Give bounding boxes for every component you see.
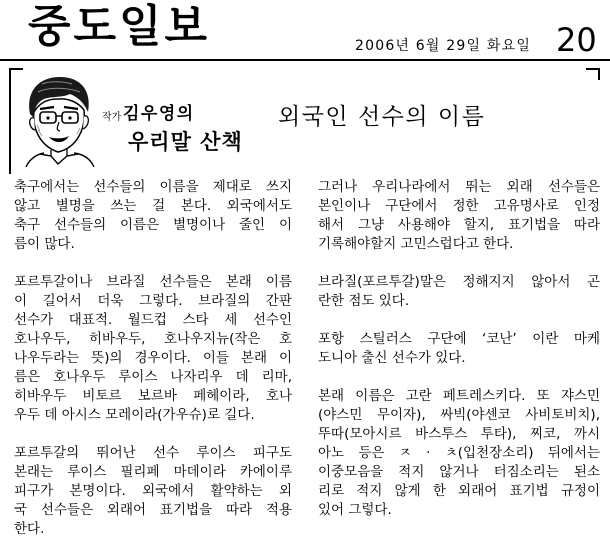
body-line: 우두 데 아시스 모레이라(가우슈)로 길다. [14,407,255,423]
author-caricature-icon [18,72,100,167]
body-line: 히바우두 비토르 보르바 페헤이라, 호나 [14,388,292,404]
body-line: 본래는 루이스 필리페 마데이라 카에이루 [14,464,292,480]
article-left-column [14,178,292,539]
paragraph [14,178,292,254]
body-line: 국 선수들은 외래어 표기법을 따라 적용 [14,502,292,518]
masthead-rule [0,59,610,61]
body-line: 도니아 출신 선수가 있다. [318,350,466,366]
body-line: 피구가 본명이다. 외국에서 활약하는 외 [14,483,292,499]
body-line: 축구에서는 선수들의 이름을 제대로 쓰지 [14,179,292,195]
issue-date: 2006년 6월 29일 화요일 [355,38,532,54]
body-line: 뚜따(모아시르 바스투스 투타), 찌코, 까시 [318,426,600,442]
paragraph [318,178,600,254]
newspaper-masthead: 중도일보 [28,1,211,52]
header-frame-right [598,68,600,80]
body-line: 포르투갈의 뛰어난 선수 루이스 피구도 [14,445,292,461]
page-number: 20 [556,21,597,59]
column-name: 우리말 산책 [128,130,243,154]
body-line: 브라질(포르투갈)말은 정해지지 않아서 곤 [318,274,600,290]
header-frame-left [9,68,11,174]
body-line: 않고 별명을 쓰는 걸 본다. 외국에서도 [14,198,292,214]
body-line: 기록해야할지 고민스럽다고 한다. [318,236,514,252]
paragraph [14,444,292,539]
body-line: 이중모음을 적지 않거나 터짐소리는 된소 [318,464,600,480]
body-line: 포항 스틸러스 구단에 ‘코난’ 이란 마케 [318,331,600,347]
paragraph [318,330,600,368]
body-line: 름이 많다. [14,236,75,252]
author-name: 김우영의 [123,104,195,124]
body-line: 리로 적지 않게 한 외래어 표기법 규정이 [318,483,600,499]
body-line: 본인이나 구단에서 정한 고유명사로 인정 [318,198,600,214]
body-line: 나우두라는 뜻)의 경우이다. 이들 본래 이 [14,350,292,366]
body-line: 포르투갈이나 브라질 선수들은 본래 이름 [14,274,292,290]
paragraph [318,273,600,311]
author-prefix: 작가 [102,112,122,123]
article-title: 외국인 선수의 이름 [278,104,486,130]
body-line: 름은 호나우두 루이스 나자리우 데 리마, [14,369,292,385]
paragraph [14,273,292,425]
body-line: (야스민 무이자), 싸빅(야센코 사비토비치), [318,407,600,423]
article-right-column [318,178,600,520]
body-line: 란한 점도 있다. [318,293,410,309]
body-line: 이 길어서 더욱 그렇다. 브라질의 간판 [14,293,292,309]
body-line: 그러나 우리나라에서 뛰는 외래 선수들은 [318,179,600,195]
body-line: 본래 이름은 고란 페트레스키다. 또 쟈스민 [318,388,600,404]
body-line: 축구 선수들의 이름은 별명이나 줄인 이 [14,217,292,233]
header-frame-corner-left [9,68,23,70]
body-line: 아노 등은 ㅈ · ㅊ(입천장소리) 뒤에서는 [318,445,600,461]
paragraph [318,387,600,520]
body-line: 있어 그렇다. [318,502,392,518]
body-line: 선수가 대표적. 월드컵 스타 세 선수인 [14,312,292,328]
body-line: 한다. [14,521,45,537]
caricature-face [30,99,89,152]
body-line: 해서 그냥 사용해야 할지, 표기법을 따라 [318,217,600,233]
body-line: 호나우두, 히바우두, 호나우지뉴(작은 호 [14,331,292,347]
